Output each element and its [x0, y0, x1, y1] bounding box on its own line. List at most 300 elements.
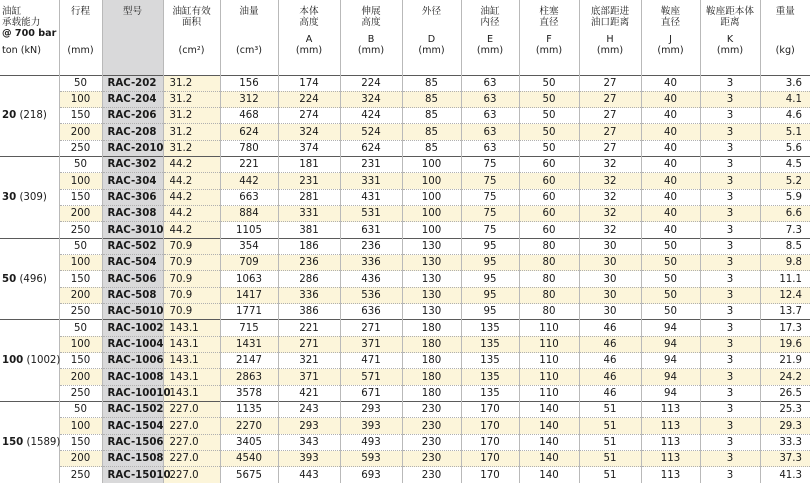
table-row — [0, 108, 810, 124]
table-row — [0, 304, 810, 320]
stroke-cell: 250 — [59, 467, 102, 483]
header-stroke-label: 行程 — [60, 6, 102, 17]
bore-e-cell: 135 — [461, 336, 519, 352]
header-area-unit: (cm²) — [164, 45, 220, 56]
height-a-cell: 293 — [278, 418, 340, 434]
header-outer-d — [402, 0, 461, 75]
saddle-k-cell: 3 — [700, 369, 760, 385]
height-a-cell: 324 — [278, 124, 340, 140]
stroke-cell: 200 — [59, 206, 102, 222]
header-height-a-line2: 高度 — [279, 17, 340, 28]
stroke-cell: 150 — [59, 434, 102, 450]
stroke-cell: 100 — [59, 336, 102, 352]
height-b-cell: 536 — [340, 287, 402, 303]
header-area — [163, 0, 220, 75]
bore-e-cell: 63 — [461, 75, 519, 91]
table-row — [0, 385, 810, 401]
model-cell: RAC-10010 — [102, 385, 163, 401]
oil-cell: 354 — [220, 238, 278, 254]
outer-d-cell: 230 — [402, 467, 461, 483]
area-cell: 227.0 — [163, 402, 220, 418]
header-bore-e — [461, 0, 519, 75]
bore-e-cell: 170 — [461, 451, 519, 467]
header-plunger-f-unit: (mm) — [520, 45, 579, 56]
model-cell: RAC-15010 — [102, 467, 163, 483]
height-a-cell: 221 — [278, 320, 340, 336]
plunger-f-cell: 110 — [519, 369, 579, 385]
stroke-cell: 200 — [59, 124, 102, 140]
area-cell: 31.2 — [163, 124, 220, 140]
header-capacity-pressure: @ 700 bar — [2, 28, 59, 39]
height-b-cell: 231 — [340, 157, 402, 173]
outer-d-cell: 130 — [402, 304, 461, 320]
saddle-j-cell: 40 — [641, 108, 700, 124]
header-outer-d-label: 外径 — [403, 6, 461, 17]
table-row — [0, 287, 810, 303]
header-outer-d-letter: D — [403, 34, 461, 45]
oil-cell: 221 — [220, 157, 278, 173]
model-cell: RAC-302 — [102, 157, 163, 173]
model-cell: RAC-1002 — [102, 320, 163, 336]
weight-cell: 33.3 — [760, 434, 810, 450]
saddle-k-cell: 3 — [700, 287, 760, 303]
saddle-j-cell: 94 — [641, 353, 700, 369]
stroke-cell: 100 — [59, 418, 102, 434]
area-cell: 143.1 — [163, 336, 220, 352]
area-cell: 31.2 — [163, 75, 220, 91]
height-b-cell: 631 — [340, 222, 402, 238]
area-cell: 44.2 — [163, 206, 220, 222]
stroke-cell: 150 — [59, 189, 102, 205]
weight-cell: 24.2 — [760, 369, 810, 385]
capacity-kn: (496) — [19, 274, 46, 285]
stroke-cell: 50 — [59, 75, 102, 91]
header-saddle-k-unit: (mm) — [701, 45, 760, 56]
plunger-f-cell: 60 — [519, 206, 579, 222]
header-saddle-j-line1: 鞍座 — [642, 6, 700, 17]
saddle-j-cell: 113 — [641, 434, 700, 450]
weight-cell: 6.6 — [760, 206, 810, 222]
area-cell: 44.2 — [163, 222, 220, 238]
outer-d-cell: 180 — [402, 369, 461, 385]
model-cell: RAC-508 — [102, 287, 163, 303]
header-stroke — [59, 0, 102, 75]
stroke-cell: 150 — [59, 353, 102, 369]
height-b-cell: 524 — [340, 124, 402, 140]
plunger-f-cell: 110 — [519, 320, 579, 336]
base-h-cell: 51 — [579, 467, 641, 483]
height-b-cell: 236 — [340, 238, 402, 254]
area-cell: 143.1 — [163, 353, 220, 369]
capacity-ton: 30 — [2, 192, 16, 203]
plunger-f-cell: 140 — [519, 434, 579, 450]
capacity-cell — [0, 320, 59, 402]
saddle-k-cell: 3 — [700, 91, 760, 107]
height-b-cell: 393 — [340, 418, 402, 434]
plunger-f-cell: 60 — [519, 157, 579, 173]
saddle-j-cell: 113 — [641, 467, 700, 483]
stroke-cell: 200 — [59, 451, 102, 467]
plunger-f-cell: 50 — [519, 75, 579, 91]
area-cell: 143.1 — [163, 385, 220, 401]
header-base-h-line1: 底部距进 — [580, 6, 641, 17]
base-h-cell: 32 — [579, 222, 641, 238]
oil-cell: 1771 — [220, 304, 278, 320]
header-height-a-letter: A — [279, 34, 340, 45]
capacity-cell — [0, 402, 59, 483]
height-b-cell: 324 — [340, 91, 402, 107]
header-base-h-unit: (mm) — [580, 45, 641, 56]
oil-cell: 4540 — [220, 451, 278, 467]
saddle-k-cell: 3 — [700, 385, 760, 401]
outer-d-cell: 230 — [402, 434, 461, 450]
bore-e-cell: 95 — [461, 238, 519, 254]
saddle-j-cell: 40 — [641, 124, 700, 140]
saddle-k-cell: 3 — [700, 189, 760, 205]
capacity-ton: 50 — [2, 274, 16, 285]
height-b-cell: 493 — [340, 434, 402, 450]
weight-cell: 13.7 — [760, 304, 810, 320]
height-b-cell: 336 — [340, 255, 402, 271]
table-row — [0, 320, 810, 336]
model-cell: RAC-202 — [102, 75, 163, 91]
header-height-a — [278, 0, 340, 75]
saddle-k-cell: 3 — [700, 402, 760, 418]
area-cell: 31.2 — [163, 91, 220, 107]
table-row — [0, 189, 810, 205]
plunger-f-cell: 60 — [519, 173, 579, 189]
saddle-j-cell: 50 — [641, 271, 700, 287]
bore-e-cell: 75 — [461, 189, 519, 205]
plunger-f-cell: 50 — [519, 108, 579, 124]
bore-e-cell: 95 — [461, 255, 519, 271]
saddle-j-cell: 50 — [641, 238, 700, 254]
saddle-k-cell: 3 — [700, 222, 760, 238]
saddle-k-cell: 3 — [700, 173, 760, 189]
weight-cell: 19.6 — [760, 336, 810, 352]
weight-cell: 41.3 — [760, 467, 810, 483]
bore-e-cell: 170 — [461, 418, 519, 434]
bore-e-cell: 75 — [461, 222, 519, 238]
oil-cell: 709 — [220, 255, 278, 271]
header-height-b-line1: 伸展 — [341, 6, 402, 17]
outer-d-cell: 130 — [402, 287, 461, 303]
base-h-cell: 27 — [579, 140, 641, 156]
plunger-f-cell: 80 — [519, 238, 579, 254]
saddle-j-cell: 113 — [641, 418, 700, 434]
stroke-cell: 100 — [59, 255, 102, 271]
header-model-label: 型号 — [103, 6, 163, 17]
saddle-k-cell: 3 — [700, 255, 760, 271]
oil-cell: 884 — [220, 206, 278, 222]
outer-d-cell: 85 — [402, 140, 461, 156]
outer-d-cell: 85 — [402, 108, 461, 124]
bore-e-cell: 170 — [461, 434, 519, 450]
base-h-cell: 27 — [579, 75, 641, 91]
saddle-j-cell: 50 — [641, 304, 700, 320]
base-h-cell: 32 — [579, 157, 641, 173]
table-row — [0, 157, 810, 173]
height-b-cell: 624 — [340, 140, 402, 156]
plunger-f-cell: 60 — [519, 222, 579, 238]
base-h-cell: 30 — [579, 238, 641, 254]
base-h-cell: 51 — [579, 418, 641, 434]
table-row — [0, 206, 810, 222]
header-bore-e-line2: 内径 — [462, 17, 519, 28]
weight-cell: 5.2 — [760, 173, 810, 189]
oil-cell: 3578 — [220, 385, 278, 401]
outer-d-cell: 100 — [402, 157, 461, 173]
area-cell: 44.2 — [163, 189, 220, 205]
spec-body — [0, 75, 810, 483]
outer-d-cell: 85 — [402, 91, 461, 107]
oil-cell: 2147 — [220, 353, 278, 369]
base-h-cell: 27 — [579, 124, 641, 140]
saddle-j-cell: 113 — [641, 402, 700, 418]
capacity-ton: 100 — [2, 355, 23, 366]
bore-e-cell: 170 — [461, 467, 519, 483]
area-cell: 44.2 — [163, 173, 220, 189]
oil-cell: 442 — [220, 173, 278, 189]
base-h-cell: 46 — [579, 385, 641, 401]
table-row — [0, 353, 810, 369]
table-row — [0, 238, 810, 254]
model-cell: RAC-3010 — [102, 222, 163, 238]
plunger-f-cell: 80 — [519, 287, 579, 303]
area-cell: 143.1 — [163, 320, 220, 336]
oil-cell: 1135 — [220, 402, 278, 418]
saddle-j-cell: 50 — [641, 255, 700, 271]
outer-d-cell: 180 — [402, 320, 461, 336]
height-b-cell: 271 — [340, 320, 402, 336]
model-cell: RAC-204 — [102, 91, 163, 107]
table-row — [0, 402, 810, 418]
model-cell: RAC-208 — [102, 124, 163, 140]
outer-d-cell: 100 — [402, 189, 461, 205]
capacity-cell — [0, 238, 59, 320]
saddle-j-cell: 94 — [641, 320, 700, 336]
height-b-cell: 693 — [340, 467, 402, 483]
oil-cell: 2863 — [220, 369, 278, 385]
oil-cell: 663 — [220, 189, 278, 205]
stroke-cell: 150 — [59, 108, 102, 124]
header-base-h-letter: H — [580, 34, 641, 45]
saddle-k-cell: 3 — [700, 353, 760, 369]
area-cell: 70.9 — [163, 255, 220, 271]
stroke-cell: 250 — [59, 385, 102, 401]
model-cell: RAC-504 — [102, 255, 163, 271]
plunger-f-cell: 140 — [519, 467, 579, 483]
header-capacity-line2: 承载能力 — [2, 17, 59, 28]
outer-d-cell: 180 — [402, 353, 461, 369]
saddle-j-cell: 94 — [641, 369, 700, 385]
base-h-cell: 46 — [579, 336, 641, 352]
plunger-f-cell: 50 — [519, 91, 579, 107]
table-row — [0, 91, 810, 107]
base-h-cell: 51 — [579, 402, 641, 418]
base-h-cell: 30 — [579, 271, 641, 287]
saddle-j-cell: 40 — [641, 91, 700, 107]
weight-cell: 5.6 — [760, 140, 810, 156]
saddle-k-cell: 3 — [700, 157, 760, 173]
header-plunger-f-letter: F — [520, 34, 579, 45]
stroke-cell: 50 — [59, 320, 102, 336]
bore-e-cell: 95 — [461, 271, 519, 287]
capacity-kn: (309) — [19, 192, 46, 203]
weight-cell: 7.3 — [760, 222, 810, 238]
stroke-cell: 100 — [59, 173, 102, 189]
area-cell: 44.2 — [163, 157, 220, 173]
model-cell: RAC-304 — [102, 173, 163, 189]
stroke-cell: 250 — [59, 222, 102, 238]
header-saddle-j — [641, 0, 700, 75]
table-row — [0, 124, 810, 140]
base-h-cell: 27 — [579, 91, 641, 107]
header-plunger-f-line1: 柱塞 — [520, 6, 579, 17]
base-h-cell: 30 — [579, 287, 641, 303]
header-plunger-f — [519, 0, 579, 75]
header-weight — [760, 0, 810, 75]
header-outer-d-unit: (mm) — [403, 45, 461, 56]
stroke-cell: 50 — [59, 402, 102, 418]
height-a-cell: 374 — [278, 140, 340, 156]
oil-cell: 2270 — [220, 418, 278, 434]
base-h-cell: 32 — [579, 189, 641, 205]
height-a-cell: 236 — [278, 255, 340, 271]
bore-e-cell: 135 — [461, 320, 519, 336]
saddle-k-cell: 3 — [700, 336, 760, 352]
bore-e-cell: 135 — [461, 385, 519, 401]
height-a-cell: 281 — [278, 189, 340, 205]
model-cell: RAC-306 — [102, 189, 163, 205]
model-cell: RAC-1008 — [102, 369, 163, 385]
model-cell: RAC-506 — [102, 271, 163, 287]
height-a-cell: 186 — [278, 238, 340, 254]
plunger-f-cell: 110 — [519, 353, 579, 369]
saddle-k-cell: 3 — [700, 108, 760, 124]
oil-cell: 715 — [220, 320, 278, 336]
height-a-cell: 243 — [278, 402, 340, 418]
table-row — [0, 336, 810, 352]
saddle-j-cell: 113 — [641, 451, 700, 467]
area-cell: 227.0 — [163, 434, 220, 450]
header-saddle-j-line2: 直径 — [642, 17, 700, 28]
height-a-cell: 336 — [278, 287, 340, 303]
height-a-cell: 181 — [278, 157, 340, 173]
header-capacity — [0, 0, 59, 75]
base-h-cell: 51 — [579, 451, 641, 467]
saddle-k-cell: 3 — [700, 140, 760, 156]
area-cell: 143.1 — [163, 369, 220, 385]
header-saddle-k-letter: K — [701, 34, 760, 45]
height-a-cell: 224 — [278, 91, 340, 107]
height-b-cell: 671 — [340, 385, 402, 401]
table-row — [0, 75, 810, 91]
header-base-h-line2: 油口距离 — [580, 17, 641, 28]
bore-e-cell: 75 — [461, 173, 519, 189]
saddle-j-cell: 40 — [641, 75, 700, 91]
area-cell: 31.2 — [163, 140, 220, 156]
bore-e-cell: 63 — [461, 91, 519, 107]
base-h-cell: 27 — [579, 108, 641, 124]
outer-d-cell: 100 — [402, 206, 461, 222]
weight-cell: 4.1 — [760, 91, 810, 107]
area-cell: 227.0 — [163, 451, 220, 467]
height-a-cell: 271 — [278, 336, 340, 352]
plunger-f-cell: 50 — [519, 140, 579, 156]
table-row — [0, 451, 810, 467]
table-row — [0, 467, 810, 483]
base-h-cell: 46 — [579, 369, 641, 385]
header-capacity-unit: ton (kN) — [2, 45, 59, 56]
plunger-f-cell: 80 — [519, 255, 579, 271]
header-bore-e-line1: 油缸 — [462, 6, 519, 17]
base-h-cell: 30 — [579, 255, 641, 271]
weight-cell: 37.3 — [760, 451, 810, 467]
header-weight-unit: (kg) — [761, 45, 810, 56]
base-h-cell: 46 — [579, 353, 641, 369]
stroke-cell: 250 — [59, 140, 102, 156]
plunger-f-cell: 110 — [519, 336, 579, 352]
header-area-line2: 面积 — [164, 17, 220, 28]
bore-e-cell: 63 — [461, 140, 519, 156]
bore-e-cell: 170 — [461, 402, 519, 418]
header-height-a-line1: 本体 — [279, 6, 340, 17]
header-saddle-j-unit: (mm) — [642, 45, 700, 56]
header-plunger-f-line2: 直径 — [520, 17, 579, 28]
table-row — [0, 369, 810, 385]
saddle-j-cell: 40 — [641, 189, 700, 205]
header-bore-e-letter: E — [462, 34, 519, 45]
saddle-k-cell: 3 — [700, 124, 760, 140]
saddle-j-cell: 94 — [641, 385, 700, 401]
stroke-cell: 150 — [59, 271, 102, 287]
height-b-cell: 571 — [340, 369, 402, 385]
height-a-cell: 174 — [278, 75, 340, 91]
height-b-cell: 293 — [340, 402, 402, 418]
height-a-cell: 421 — [278, 385, 340, 401]
capacity-ton: 20 — [2, 110, 16, 121]
height-a-cell: 381 — [278, 222, 340, 238]
height-b-cell: 224 — [340, 75, 402, 91]
plunger-f-cell: 140 — [519, 402, 579, 418]
weight-cell: 5.1 — [760, 124, 810, 140]
model-cell: RAC-308 — [102, 206, 163, 222]
area-cell: 70.9 — [163, 304, 220, 320]
header-bore-e-unit: (mm) — [462, 45, 519, 56]
outer-d-cell: 130 — [402, 238, 461, 254]
header-weight-label: 重量 — [761, 6, 810, 17]
table-row — [0, 255, 810, 271]
saddle-j-cell: 40 — [641, 206, 700, 222]
model-cell: RAC-1502 — [102, 402, 163, 418]
height-b-cell: 531 — [340, 206, 402, 222]
oil-cell: 156 — [220, 75, 278, 91]
stroke-cell: 50 — [59, 238, 102, 254]
plunger-f-cell: 140 — [519, 418, 579, 434]
height-a-cell: 331 — [278, 206, 340, 222]
oil-cell: 5675 — [220, 467, 278, 483]
header-saddle-k-line1: 鞍座距本体 — [701, 6, 760, 17]
model-cell: RAC-1004 — [102, 336, 163, 352]
base-h-cell: 32 — [579, 173, 641, 189]
model-cell: RAC-502 — [102, 238, 163, 254]
stroke-cell: 50 — [59, 157, 102, 173]
height-b-cell: 424 — [340, 108, 402, 124]
model-cell: RAC-1506 — [102, 434, 163, 450]
header-capacity-line1: 油缸 — [2, 6, 59, 17]
oil-cell: 1105 — [220, 222, 278, 238]
